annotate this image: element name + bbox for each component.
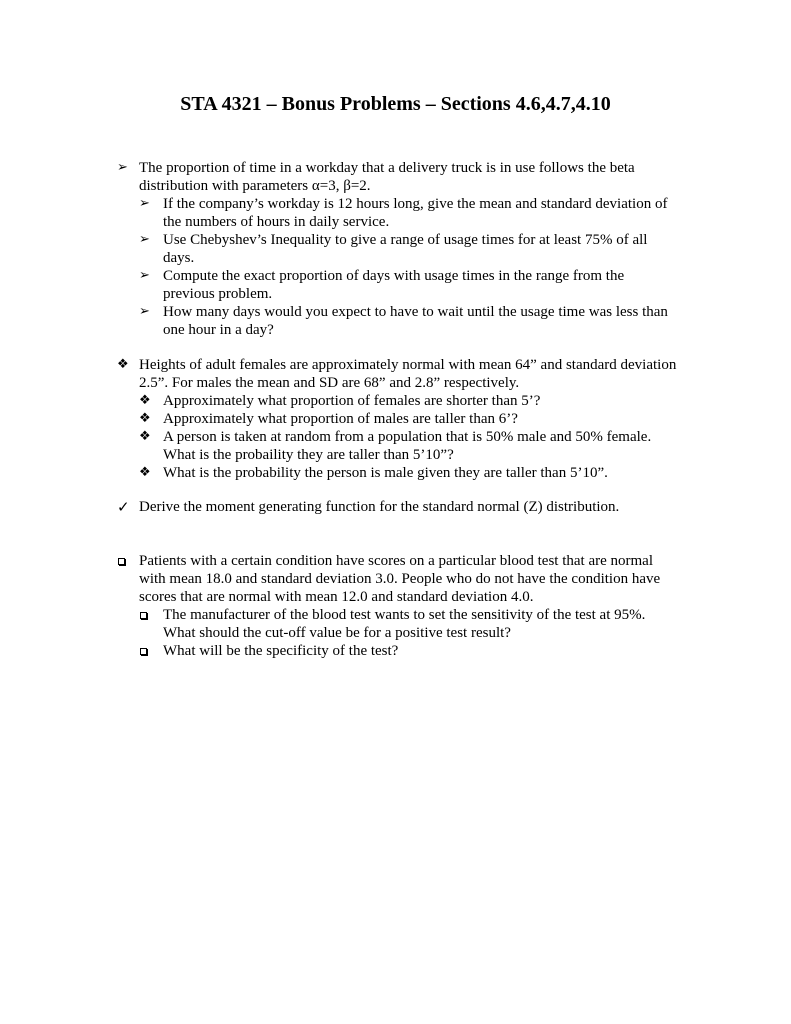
subitem-text: Compute the exact proportion of days with usage times in the range from the previous problem.	[163, 268, 625, 302]
list-item	[139, 195, 677, 231]
problem-1-subitems	[139, 195, 677, 339]
arrowhead-bullet-icon: ➢	[139, 232, 150, 247]
shadowed-square-bullet-icon	[139, 642, 157, 661]
problem-4	[117, 552, 677, 660]
diamond-star-bullet-icon: ❖	[117, 357, 129, 372]
subitem-text: What is the probability the person is male given they are taller than 5’10”.	[163, 465, 608, 481]
list-item	[139, 464, 677, 482]
subitem-text: The manufacturer of the blood test wants to set the sensitivity of the test at 95%. What should the cut-off value be for a positive test result?	[163, 607, 646, 641]
problem-3-stem	[117, 498, 677, 516]
arrowhead-bullet-icon: ➢	[117, 160, 128, 175]
subitem-text: What will be the specificity of the test?	[163, 643, 399, 659]
diamond-star-bullet-icon: ❖	[139, 465, 151, 480]
problem-1-text: The proportion of time in a workday that a delivery truck is in use follows the beta distribution with parameters α=3, β=2.	[139, 160, 635, 194]
subitem-text: A person is taken at random from a population that is 50% male and 50% female. What is the probaility they are taller than 5’10”?	[163, 429, 652, 463]
list-item	[139, 267, 677, 303]
list-item	[139, 642, 677, 660]
problem-1-stem	[117, 159, 677, 195]
arrowhead-bullet-icon: ➢	[139, 196, 150, 211]
list-item	[139, 428, 677, 464]
list-item	[139, 303, 677, 339]
problem-4-stem	[117, 552, 677, 606]
document-title: STA 4321 – Bonus Problems – Sections 4.6,4.7,4.10	[180, 93, 611, 115]
subitem-text: Approximately what proportion of females are shorter than 5’?	[163, 393, 541, 409]
list-item	[139, 392, 677, 410]
problem-2-stem	[117, 356, 677, 392]
subitem-text: Use Chebyshev’s Inequality to give a range of usage times for at least 75% of all days.	[163, 232, 648, 266]
list-item	[139, 606, 677, 642]
checkmark-bullet-icon: ✓	[117, 498, 130, 516]
subitem-text: How many days would you expect to have to wait until the usage time was less than one hour in a day?	[163, 304, 668, 338]
diamond-star-bullet-icon: ❖	[139, 429, 151, 444]
problem-3-text: Derive the moment generating function for the standard normal (Z) distribution.	[139, 499, 620, 515]
subitem-text: Approximately what proportion of males are taller than 6’?	[163, 411, 518, 427]
subitem-text: If the company’s workday is 12 hours long, give the mean and standard deviation of the numbers of hours in daily service.	[163, 196, 668, 230]
arrowhead-bullet-icon: ➢	[139, 268, 150, 283]
diamond-star-bullet-icon: ❖	[139, 393, 151, 408]
list-item	[139, 410, 677, 428]
shadowed-square-bullet-icon	[117, 552, 135, 571]
problem-2	[117, 356, 677, 482]
problem-4-text: Patients with a certain condition have scores on a particular blood test that are normal with mean 18.0 and standard deviation 3.0. People who do not have the condition have scores that are normal with mean 12.0 and standard deviation 4.0.	[139, 553, 661, 605]
problem-2-text: Heights of adult females are approximately normal with mean 64” and standard deviation 2.5”. For males the mean and SD are 68” and 2.8” respectively.	[139, 357, 677, 391]
problem-2-subitems	[139, 392, 677, 482]
shadowed-square-bullet-icon	[139, 606, 157, 625]
list-item	[139, 231, 677, 267]
diamond-star-bullet-icon: ❖	[139, 411, 151, 426]
problem-1	[117, 159, 677, 339]
problem-4-subitems	[139, 606, 677, 660]
problem-3	[117, 498, 677, 516]
arrowhead-bullet-icon: ➢	[139, 304, 150, 319]
